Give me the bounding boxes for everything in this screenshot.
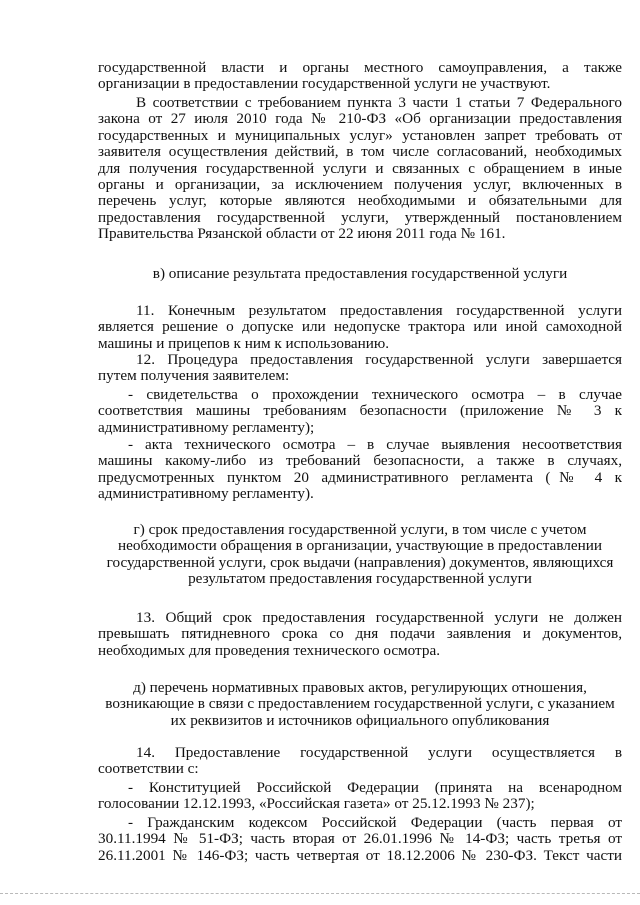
text-line: организации в предоставлении государственной услуги не участвуют. (98, 76, 551, 93)
text-line: 12. Процедура предоставления государственной услуги завершается (136, 352, 622, 368)
heading-line: результатом предоставления государственной услуги (188, 571, 532, 588)
text-line: 14. Предоставление государственной услуги осуществляется в (136, 745, 622, 761)
text-line: В соответствии с требованием пункта 3 части 1 статьи 7 Федерального (136, 95, 622, 111)
heading-line: д) перечень нормативных правовых актов, регулирующих отношения, (133, 680, 587, 696)
heading-line: в) описание результата предоставления государственной услуги (152, 266, 568, 282)
text-line: является решение о допуске или недопуске трактора или иной самоходной (98, 319, 622, 336)
text-line: - свидетельства о прохождении технического осмотра – в случае (128, 387, 622, 403)
text-line: машины и прицепов к ним к использованию. (98, 335, 390, 352)
text-line: 30.11.1994 № 51-ФЗ; часть вторая от 26.01.1996 № 14-ФЗ; часть третья от (98, 831, 622, 848)
text-line: органы и организации, за исключением получения услуг, включенных в (98, 177, 622, 194)
text-line: голосовании 12.12.1993, «Российская газета» от 25.12.1993 № 237); (98, 796, 535, 813)
list-item-inspection-act (98, 437, 622, 503)
text-line: соответствия машины требованиям безопасности (приложение № 3 к (98, 403, 622, 420)
section-heading-d (98, 680, 622, 729)
text-line: - акта технического осмотра – в случае выявления несоответствия (128, 437, 622, 453)
text-line: перечень услуг, которые являются необходимыми и обязательными для (98, 193, 622, 210)
heading-line: возникающие в связи с предоставлением государственной услуги, с указанием (105, 696, 615, 713)
text-line: необходимых для проведения технического осмотра. (98, 642, 441, 659)
paragraph-14 (98, 745, 622, 778)
text-line: машины какому-либо из требований безопасности, а также в случаях, (98, 453, 622, 470)
section-heading-v (98, 266, 622, 282)
list-item-civil-code (98, 815, 622, 864)
text-line: государственных и муниципальных услуг» установлен запрет требовать от (98, 127, 622, 144)
text-line: Правительства Рязанской области от 22 июня 2011 года № 161. (98, 226, 506, 243)
paragraph-intro (98, 60, 622, 93)
paragraph-law-reference (98, 95, 622, 243)
text-line: путем получения заявителем: (98, 368, 290, 385)
paragraph-12 (98, 352, 622, 385)
text-line: - Конституцией Российской Федерации (принята на всенародном (128, 780, 622, 796)
heading-line: их реквизитов и источников официального опубликования (170, 712, 550, 729)
text-line: административному регламенту); (98, 419, 315, 436)
text-line: закона от 27 июля 2010 года № 210-ФЗ «Об организации предоставления (98, 111, 622, 128)
heading-line: г) срок предоставления государственной услуги, в том числе с учетом (133, 522, 587, 538)
paragraph-13 (98, 610, 622, 659)
section-heading-g (98, 522, 622, 588)
text-line: предоставления государственной услуги, утвержденный постановлением (98, 209, 622, 226)
text-line: 11. Конечным результатом предоставления государственной услуги (136, 303, 622, 319)
text-line: - Гражданским кодексом Российской Федерации (часть первая от (128, 815, 622, 831)
list-item-certificate (98, 387, 622, 436)
text-line: заявителя осуществления действий, в том числе согласований, необходимых (98, 144, 622, 161)
text-line: соответствии с: (98, 761, 199, 778)
scan-edge-divider (0, 893, 640, 894)
paragraph-11 (98, 303, 622, 352)
heading-line: государственной услуги, срок выдачи (направления) документов, являющихся (106, 554, 614, 571)
text-line: 13. Общий срок предоставления государственной услуги не должен (136, 610, 622, 626)
heading-line: необходимости обращения в организации, участвующие в предоставлении (118, 538, 602, 555)
text-line: для получения государственной услуги и связанных с обращением в иные (98, 160, 622, 177)
text-line: административному регламенту). (98, 486, 314, 503)
text-line: 26.11.2001 № 146-ФЗ; часть четвертая от 18.12.2006 № 230-ФЗ. Текст части (98, 847, 622, 864)
list-item-constitution (98, 780, 622, 813)
text-line: превышать пятидневного срока со дня подачи заявления и документов, (98, 626, 622, 643)
text-line: государственной власти и органы местного самоуправления, а также (98, 60, 622, 76)
text-line: предусмотренных пунктом 20 административного регламента (№ 4 к (98, 469, 622, 486)
